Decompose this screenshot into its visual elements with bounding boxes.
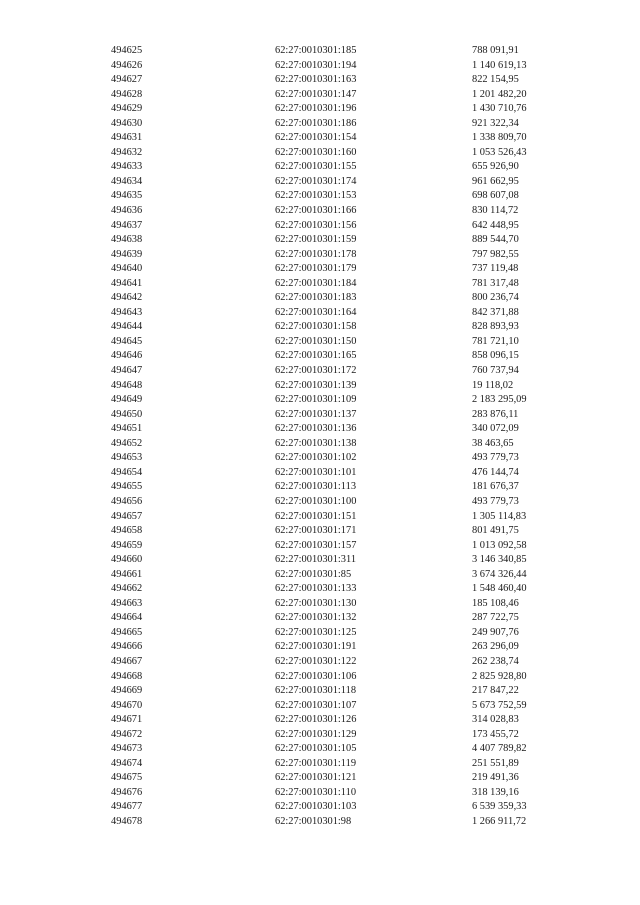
cadastral-number: 62:27:0010301:155	[275, 161, 357, 173]
cadastral-number: 62:27:0010301:121	[275, 772, 357, 784]
row-number: 494667	[111, 655, 143, 667]
table-row	[0, 233, 640, 248]
cadastral-value: 655 926,90	[472, 161, 519, 173]
table-row	[0, 640, 640, 655]
table-row	[0, 88, 640, 103]
cadastral-value: 1 013 092,58	[472, 539, 527, 551]
cadastral-value: 181 676,37	[472, 481, 519, 493]
table-row	[0, 582, 640, 597]
row-number: 494665	[111, 626, 143, 638]
table-row	[0, 786, 640, 801]
table-row	[0, 597, 640, 612]
table-row	[0, 495, 640, 510]
table-row	[0, 59, 640, 74]
cadastral-value: 318 139,16	[472, 786, 519, 798]
cadastral-number: 62:27:0010301:118	[275, 685, 357, 697]
cadastral-value: 4 407 789,82	[472, 743, 527, 755]
row-number: 494639	[111, 248, 143, 260]
row-number: 494632	[111, 146, 143, 158]
cadastral-value: 788 091,91	[472, 45, 519, 56]
row-number: 494655	[111, 481, 143, 493]
cadastral-value: 698 607,08	[472, 190, 519, 202]
cadastral-value: 858 096,15	[472, 350, 519, 362]
table-row	[0, 335, 640, 350]
cadastral-number: 62:27:0010301:154	[275, 132, 357, 144]
table-row	[0, 102, 640, 117]
row-number: 494628	[111, 88, 143, 100]
cadastral-value: 283 876,11	[472, 408, 519, 420]
cadastral-number: 62:27:0010301:136	[275, 423, 357, 435]
table-row	[0, 364, 640, 379]
table-row	[0, 349, 640, 364]
cadastral-number: 62:27:0010301:183	[275, 292, 357, 304]
row-number: 494646	[111, 350, 143, 362]
row-number: 494670	[111, 699, 143, 711]
cadastral-number: 62:27:0010301:311	[275, 554, 357, 566]
row-number: 494652	[111, 437, 143, 449]
row-number: 494666	[111, 641, 143, 653]
row-number: 494635	[111, 190, 143, 202]
cadastral-value-table	[0, 44, 640, 830]
row-number: 494642	[111, 292, 143, 304]
cadastral-value: 1 548 460,40	[472, 583, 527, 595]
cadastral-value: 38 463,65	[472, 437, 514, 449]
cadastral-number: 62:27:0010301:107	[275, 699, 357, 711]
cadastral-number: 62:27:0010301:164	[275, 306, 357, 318]
cadastral-value: 1 201 482,20	[472, 88, 527, 100]
cadastral-number: 62:27:0010301:165	[275, 350, 357, 362]
row-number: 494662	[111, 583, 143, 595]
table-row	[0, 757, 640, 772]
table-row	[0, 713, 640, 728]
cadastral-value: 781 721,10	[472, 335, 519, 347]
cadastral-number: 62:27:0010301:139	[275, 379, 357, 391]
row-number: 494678	[111, 815, 143, 827]
table-row	[0, 393, 640, 408]
cadastral-number: 62:27:0010301:126	[275, 714, 357, 726]
cadastral-number: 62:27:0010301:122	[275, 655, 357, 667]
cadastral-number: 62:27:0010301:194	[275, 59, 357, 71]
cadastral-value: 340 072,09	[472, 423, 519, 435]
row-number: 494645	[111, 335, 143, 347]
cadastral-value: 1 305 114,83	[472, 510, 527, 522]
row-number: 494637	[111, 219, 143, 231]
table-row	[0, 291, 640, 306]
row-number: 494650	[111, 408, 143, 420]
cadastral-value: 3 674 326,44	[472, 568, 527, 580]
cadastral-value: 249 907,76	[472, 626, 519, 638]
row-number: 494641	[111, 277, 143, 289]
table-row	[0, 655, 640, 670]
cadastral-value: 828 893,93	[472, 321, 519, 333]
table-row	[0, 728, 640, 743]
row-number: 494651	[111, 423, 143, 435]
cadastral-number: 62:27:0010301:129	[275, 728, 357, 740]
table-row	[0, 204, 640, 219]
row-number: 494638	[111, 234, 143, 246]
cadastral-number: 62:27:0010301:103	[275, 801, 357, 813]
table-row	[0, 306, 640, 321]
cadastral-value: 173 455,72	[472, 728, 519, 740]
cadastral-number: 62:27:0010301:174	[275, 175, 357, 187]
cadastral-value: 800 236,74	[472, 292, 519, 304]
cadastral-number: 62:27:0010301:151	[275, 510, 357, 522]
row-number: 494631	[111, 132, 143, 144]
cadastral-number: 62:27:0010301:105	[275, 743, 357, 755]
cadastral-value: 760 737,94	[472, 365, 519, 377]
row-number: 494626	[111, 59, 143, 71]
cadastral-number: 62:27:0010301:157	[275, 539, 357, 551]
cadastral-number: 62:27:0010301:130	[275, 597, 357, 609]
cadastral-number: 62:27:0010301:166	[275, 205, 357, 217]
cadastral-number: 62:27:0010301:186	[275, 117, 357, 129]
cadastral-number: 62:27:0010301:125	[275, 626, 357, 638]
row-number: 494634	[111, 175, 143, 187]
table-row	[0, 626, 640, 641]
table-row	[0, 742, 640, 757]
table-row	[0, 320, 640, 335]
cadastral-number: 62:27:0010301:184	[275, 277, 357, 289]
table-row	[0, 771, 640, 786]
table-row	[0, 800, 640, 815]
row-number: 494656	[111, 495, 143, 507]
cadastral-value: 1 140 619,13	[472, 59, 527, 71]
row-number: 494647	[111, 365, 143, 377]
row-number: 494658	[111, 525, 143, 537]
table-row	[0, 160, 640, 175]
cadastral-value: 3 146 340,85	[472, 554, 527, 566]
table-row	[0, 480, 640, 495]
table-row	[0, 408, 640, 423]
row-number: 494661	[111, 568, 143, 580]
table-row	[0, 277, 640, 292]
cadastral-value: 2 825 928,80	[472, 670, 527, 682]
cadastral-number: 62:27:0010301:196	[275, 103, 357, 115]
cadastral-value: 263 296,09	[472, 641, 519, 653]
cadastral-number: 62:27:0010301:109	[275, 394, 357, 406]
cadastral-number: 62:27:0010301:171	[275, 525, 357, 537]
cadastral-value: 1 338 809,70	[472, 132, 527, 144]
table-row	[0, 73, 640, 88]
row-number: 494649	[111, 394, 143, 406]
cadastral-value: 737 119,48	[472, 263, 519, 275]
row-number: 494627	[111, 74, 143, 86]
table-row	[0, 146, 640, 161]
cadastral-value: 822 154,95	[472, 74, 519, 86]
cadastral-number: 62:27:0010301:156	[275, 219, 357, 231]
row-number: 494674	[111, 757, 143, 769]
cadastral-number: 62:27:0010301:178	[275, 248, 357, 260]
cadastral-value: 19 118,02	[472, 379, 514, 391]
row-number: 494653	[111, 452, 143, 464]
row-number: 494664	[111, 612, 143, 624]
cadastral-number: 62:27:0010301:110	[275, 786, 357, 798]
cadastral-number: 62:27:0010301:185	[275, 45, 357, 56]
cadastral-number: 62:27:0010301:98	[275, 815, 352, 827]
table-row	[0, 553, 640, 568]
cadastral-number: 62:27:0010301:160	[275, 146, 357, 158]
cadastral-number: 62:27:0010301:138	[275, 437, 357, 449]
row-number: 494676	[111, 786, 143, 798]
row-number: 494671	[111, 714, 143, 726]
cadastral-number: 62:27:0010301:132	[275, 612, 357, 624]
table-row	[0, 262, 640, 277]
row-number: 494663	[111, 597, 143, 609]
cadastral-value: 842 371,88	[472, 306, 519, 318]
cadastral-value: 262 238,74	[472, 655, 519, 667]
cadastral-value: 1 266 911,72	[472, 815, 527, 827]
cadastral-number: 62:27:0010301:179	[275, 263, 357, 275]
cadastral-value: 781 317,48	[472, 277, 519, 289]
cadastral-value: 287 722,75	[472, 612, 519, 624]
cadastral-number: 62:27:0010301:100	[275, 495, 357, 507]
cadastral-number: 62:27:0010301:158	[275, 321, 357, 333]
cadastral-number: 62:27:0010301:150	[275, 335, 357, 347]
table-row	[0, 117, 640, 132]
table-row	[0, 524, 640, 539]
row-number: 494648	[111, 379, 143, 391]
cadastral-number: 62:27:0010301:159	[275, 234, 357, 246]
table-row	[0, 815, 640, 830]
table-row	[0, 568, 640, 583]
row-number: 494636	[111, 205, 143, 217]
row-number: 494657	[111, 510, 143, 522]
row-number: 494629	[111, 103, 143, 115]
table-row	[0, 699, 640, 714]
cadastral-value: 185 108,46	[472, 597, 519, 609]
cadastral-value: 801 491,75	[472, 525, 519, 537]
cadastral-number: 62:27:0010301:102	[275, 452, 357, 464]
cadastral-number: 62:27:0010301:163	[275, 74, 357, 86]
table-row	[0, 175, 640, 190]
row-number: 494673	[111, 743, 143, 755]
cadastral-value: 642 448,95	[472, 219, 519, 231]
table-row	[0, 131, 640, 146]
row-number: 494677	[111, 801, 143, 813]
cadastral-number: 62:27:0010301:137	[275, 408, 357, 420]
row-number: 494669	[111, 685, 143, 697]
cadastral-number: 62:27:0010301:119	[275, 757, 357, 769]
row-number: 494644	[111, 321, 143, 333]
cadastral-value: 251 551,89	[472, 757, 519, 769]
cadastral-value: 961 662,95	[472, 175, 519, 187]
cadastral-number: 62:27:0010301:85	[275, 568, 352, 580]
table-row	[0, 189, 640, 204]
row-number: 494633	[111, 161, 143, 173]
cadastral-number: 62:27:0010301:172	[275, 365, 357, 377]
row-number: 494672	[111, 728, 143, 740]
row-number: 494675	[111, 772, 143, 784]
row-number: 494630	[111, 117, 143, 129]
table-row	[0, 422, 640, 437]
table-row	[0, 451, 640, 466]
cadastral-value: 889 544,70	[472, 234, 519, 246]
table-row	[0, 248, 640, 263]
cadastral-number: 62:27:0010301:153	[275, 190, 357, 202]
cadastral-value: 797 982,55	[472, 248, 519, 260]
cadastral-number: 62:27:0010301:147	[275, 88, 357, 100]
cadastral-number: 62:27:0010301:133	[275, 583, 357, 595]
table-row	[0, 44, 640, 59]
cadastral-value: 1 430 710,76	[472, 103, 527, 115]
cadastral-value: 493 779,73	[472, 452, 519, 464]
cadastral-number: 62:27:0010301:101	[275, 466, 357, 478]
cadastral-value: 1 053 526,43	[472, 146, 527, 158]
cadastral-value: 493 779,73	[472, 495, 519, 507]
cadastral-value: 217 847,22	[472, 685, 519, 697]
cadastral-value: 6 539 359,33	[472, 801, 527, 813]
table-row	[0, 437, 640, 452]
cadastral-number: 62:27:0010301:191	[275, 641, 357, 653]
row-number: 494625	[111, 45, 143, 56]
row-number: 494643	[111, 306, 143, 318]
cadastral-value: 921 322,34	[472, 117, 519, 129]
table-row	[0, 510, 640, 525]
table-row	[0, 684, 640, 699]
cadastral-value: 830 114,72	[472, 205, 519, 217]
table-row	[0, 379, 640, 394]
cadastral-value: 476 144,74	[472, 466, 519, 478]
table-row	[0, 219, 640, 234]
row-number: 494659	[111, 539, 143, 551]
row-number: 494654	[111, 466, 143, 478]
row-number: 494668	[111, 670, 143, 682]
cadastral-value: 219 491,36	[472, 772, 519, 784]
table-row	[0, 466, 640, 481]
cadastral-number: 62:27:0010301:113	[275, 481, 357, 493]
table-row	[0, 611, 640, 626]
cadastral-value: 314 028,83	[472, 714, 519, 726]
table-row	[0, 539, 640, 554]
row-number: 494640	[111, 263, 143, 275]
cadastral-value: 5 673 752,59	[472, 699, 527, 711]
row-number: 494660	[111, 554, 143, 566]
table-row	[0, 670, 640, 685]
cadastral-number: 62:27:0010301:106	[275, 670, 357, 682]
cadastral-value: 2 183 295,09	[472, 394, 527, 406]
